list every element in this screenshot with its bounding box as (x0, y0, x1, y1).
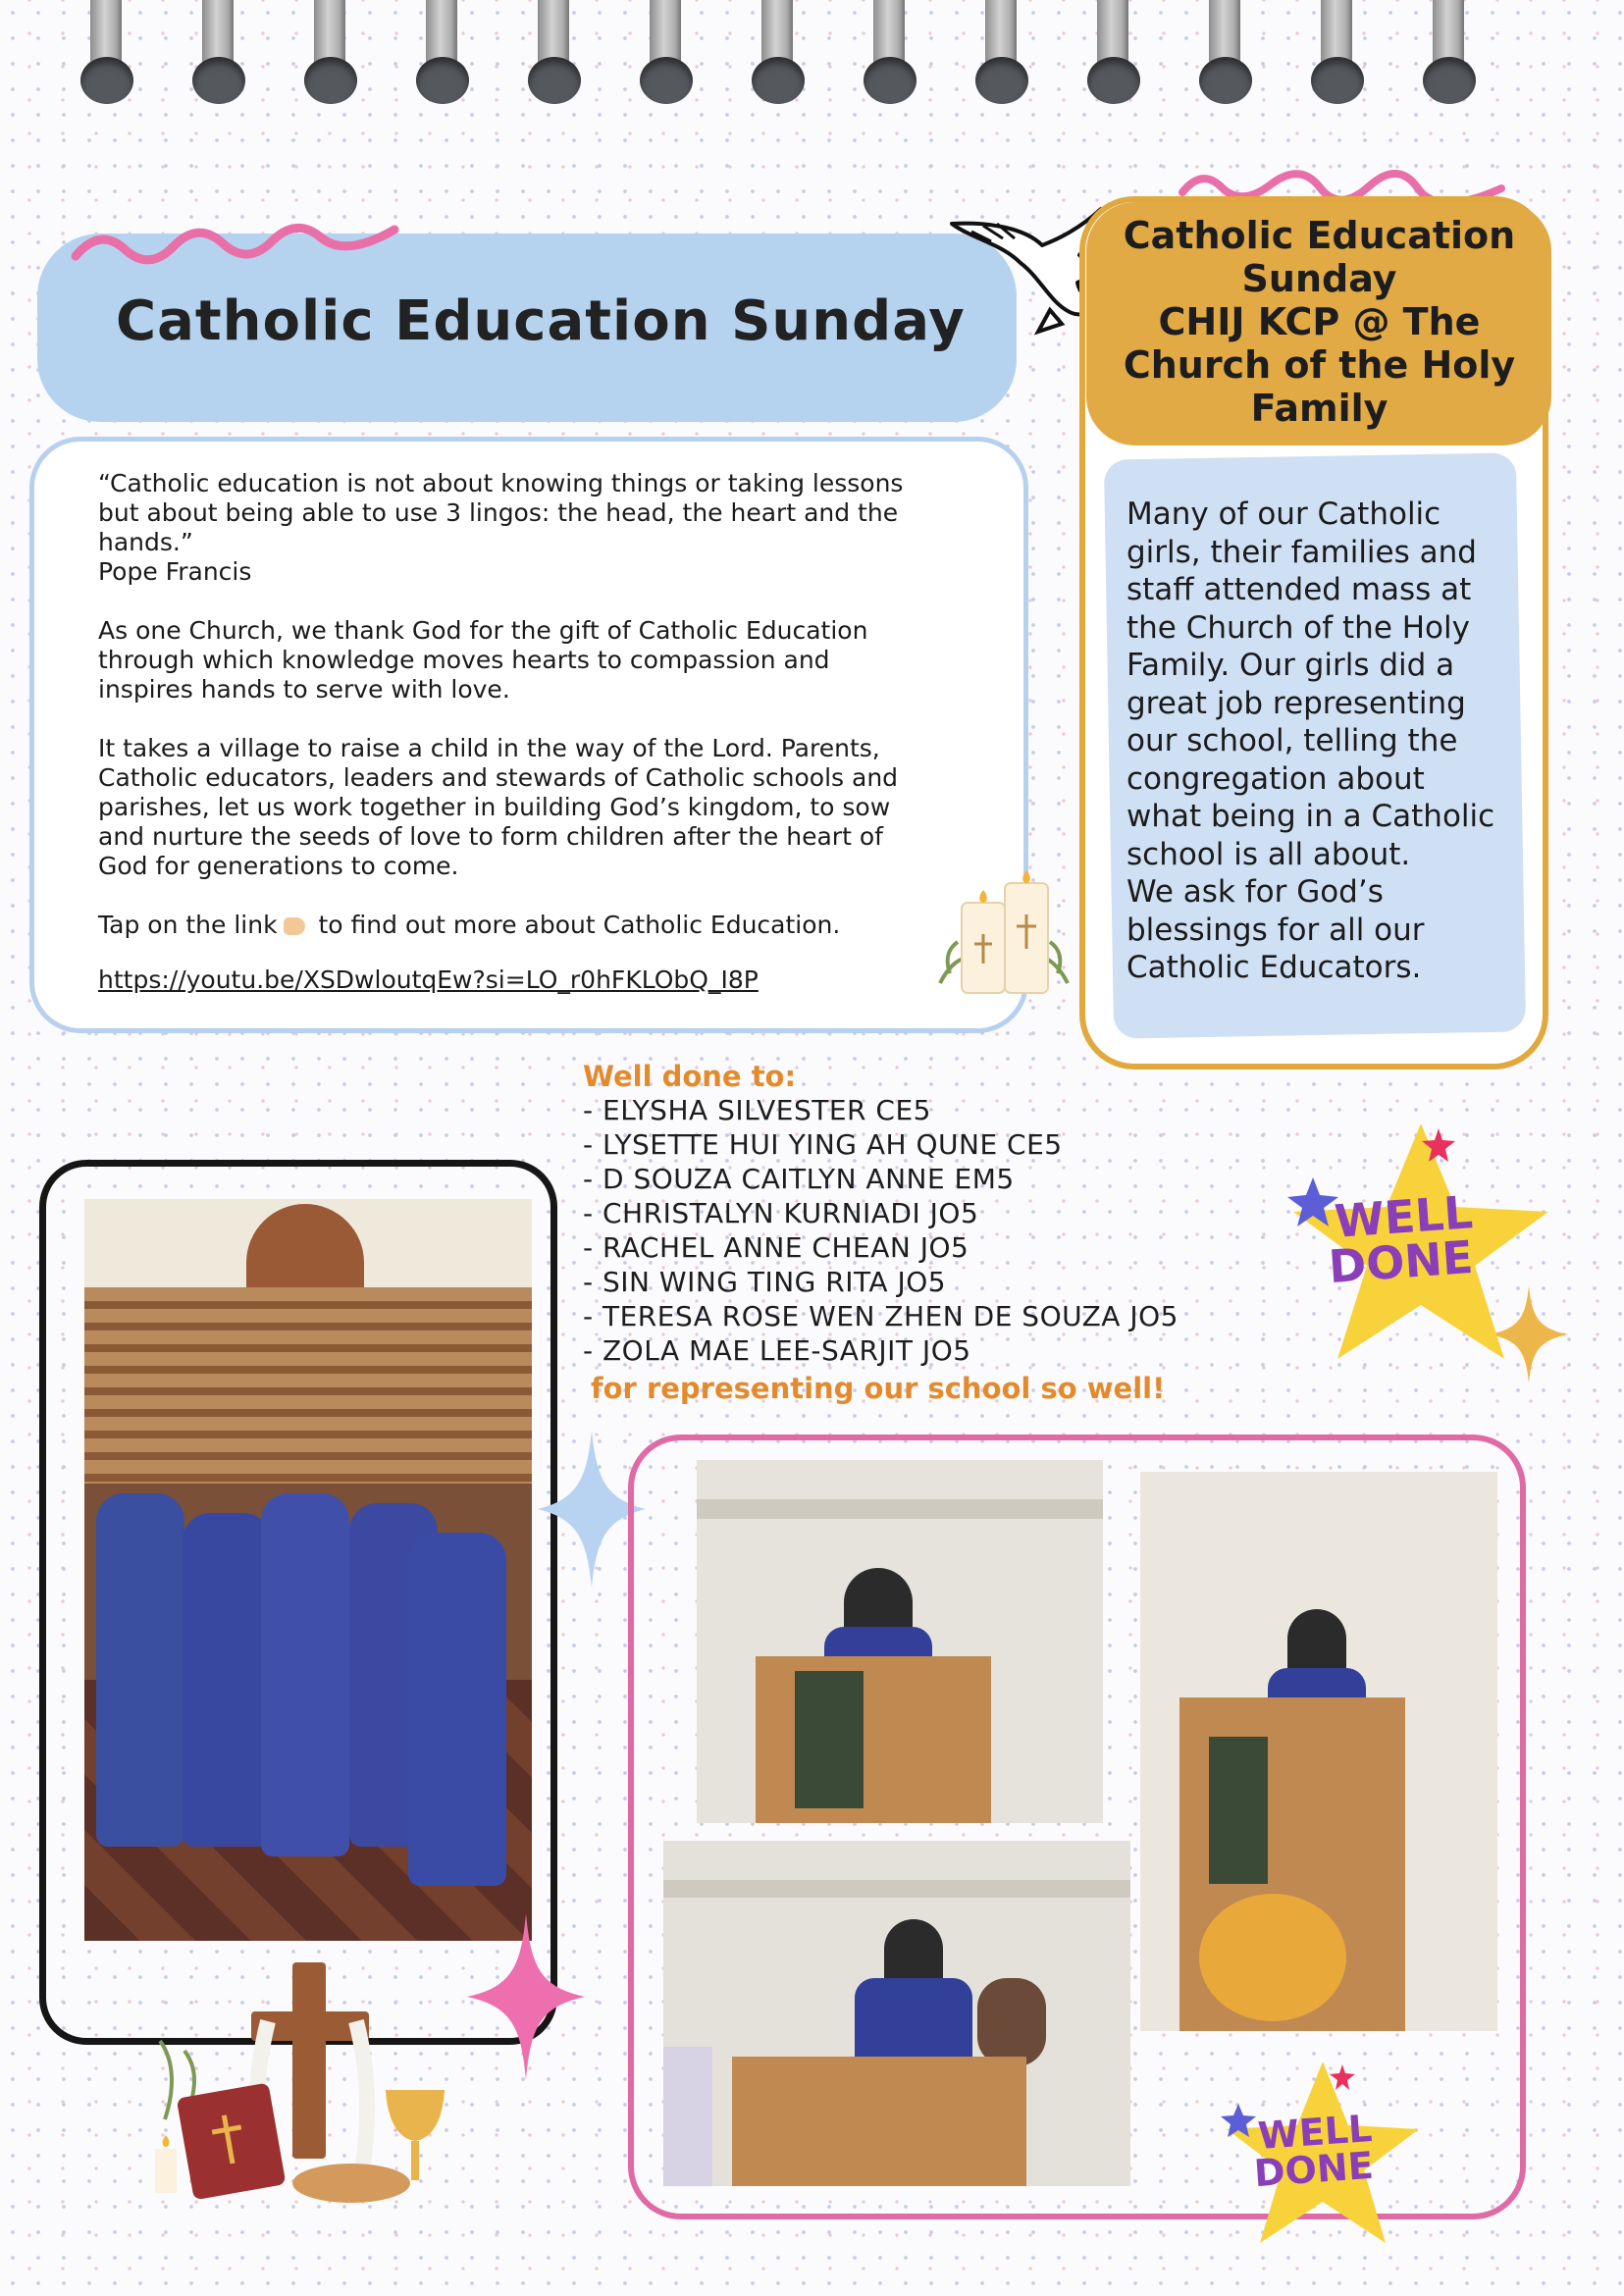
recognition-heading: Well done to: (583, 1060, 797, 1093)
event-card-body-line: blessings for all our (1126, 912, 1425, 948)
quote-line: but about being able to use 3 lingos: the head, the heart and the (98, 498, 899, 527)
sticker-text-well: WELL (1256, 2106, 1374, 2159)
event-card-body-line: We ask for God’s (1126, 874, 1384, 910)
group-photo (84, 1199, 532, 1941)
event-title-line: Sunday (1241, 257, 1397, 300)
sticker-text-well: WELL (1333, 1185, 1475, 1248)
binder-ring (1087, 0, 1140, 106)
event-card-body-line: the Church of the Holy (1126, 609, 1470, 646)
candles-icon (930, 856, 1077, 1003)
student-names-list (583, 1093, 1179, 1368)
tap-instruction (98, 911, 981, 940)
event-card-body-line: our school, telling the (1126, 723, 1458, 758)
paragraph-line: As one Church, we thank God for the gift of Catholic Education (98, 616, 868, 645)
student-name: - SIN WING TING RITA JO5 (583, 1266, 947, 1298)
quote-line: hands.” (98, 528, 193, 556)
youtube-link[interactable]: https://youtu.be/XSDwloutqEw?si=LO_r0hFKLObQ_I8P (98, 965, 759, 994)
event-card-body (1126, 496, 1529, 987)
student-name: - ZOLA MAE LEE-SARJIT JO5 (583, 1334, 971, 1367)
student-name: - D SOUZA CAITLYN ANNE EM5 (583, 1163, 1015, 1195)
well-done-sticker (1215, 2057, 1431, 2253)
pointing-hand-icon (284, 917, 305, 935)
binder-ring (304, 0, 357, 106)
event-card-body-line: Family. Our girls did a (1126, 648, 1455, 683)
tap-text: to find out more about Catholic Education. (310, 911, 841, 939)
event-title-line: Catholic Education (1123, 214, 1516, 257)
student-name: - LYSETTE HUI YING AH QUNE CE5 (583, 1128, 1063, 1161)
quote-line: “Catholic education is not about knowing things or taking lessons (98, 469, 904, 497)
pink-squiggle-decoration (71, 222, 404, 271)
event-card-body-line: girls, their families and (1126, 534, 1477, 570)
cross-bible-bread-icon (145, 1962, 469, 2208)
paragraph-line: Catholic educators, leaders and stewards of Catholic schools and (98, 763, 899, 792)
binder-ring (1199, 0, 1252, 106)
binder-ring (975, 0, 1028, 106)
binder-ring (752, 0, 805, 106)
tap-text: Tap on the link (98, 911, 278, 939)
event-card-body-line: school is all about. (1126, 836, 1411, 872)
event-card-body-line: what being in a Catholic (1126, 799, 1495, 834)
event-card-body-line: great job representing (1126, 685, 1466, 721)
event-card-body-line: Many of our Catholic (1126, 496, 1441, 532)
message-body (98, 469, 981, 995)
paragraph-line: through which knowledge moves hearts to compassion and (98, 646, 830, 674)
event-card-body-line: congregation about (1126, 760, 1425, 797)
event-title-line: Family (1250, 387, 1388, 430)
sparkle-icon (467, 1913, 585, 2080)
binder-ring (864, 0, 917, 106)
paragraph-line: and nurture the seeds of love to form children after the heart of (98, 822, 883, 851)
sticker-text-done: DONE (1327, 1229, 1475, 1294)
event-card-body-line: Catholic Educators. (1126, 950, 1422, 985)
paragraph-line: God for generations to come. (98, 852, 459, 880)
student-name: - TERESA ROSE WEN ZHEN DE SOUZA JO5 (583, 1300, 1179, 1332)
student-name: - RACHEL ANNE CHEAN JO5 (583, 1231, 969, 1264)
well-done-sticker (1274, 1119, 1568, 1374)
event-title-line: CHIJ KCP @ The (1158, 300, 1481, 343)
paragraph-line: It takes a village to raise a child in the way of the Lord. Parents, (98, 734, 880, 762)
page-title: Catholic Education Sunday (116, 289, 966, 353)
student-name: - ELYSHA SILVESTER CE5 (583, 1094, 931, 1126)
sticker-text-done: DONE (1252, 2143, 1375, 2196)
recognition-closing: for representing our school so well! (591, 1372, 1166, 1405)
student-name: - CHRISTALYN KURNIADI JO5 (583, 1197, 979, 1229)
reader-photo (663, 1841, 1130, 2186)
binder-ring (192, 0, 245, 106)
paragraph-line: parishes, let us work together in building God’s kingdom, to sow (98, 793, 891, 821)
event-card-title (1096, 214, 1543, 430)
event-card-body-line: staff attended mass at (1126, 572, 1472, 607)
reader-photo (697, 1460, 1103, 1823)
binder-ring (80, 0, 133, 106)
event-title-line: Church of the Holy (1123, 343, 1516, 387)
binder-ring (1423, 0, 1476, 106)
binder-ring (1311, 0, 1364, 106)
paragraph-line: inspires hands to serve with love. (98, 675, 510, 704)
reader-photo (1140, 1472, 1497, 2031)
binder-ring (528, 0, 581, 106)
binder-ring (640, 0, 693, 106)
quote-author: Pope Francis (98, 557, 252, 586)
binder-ring (416, 0, 469, 106)
